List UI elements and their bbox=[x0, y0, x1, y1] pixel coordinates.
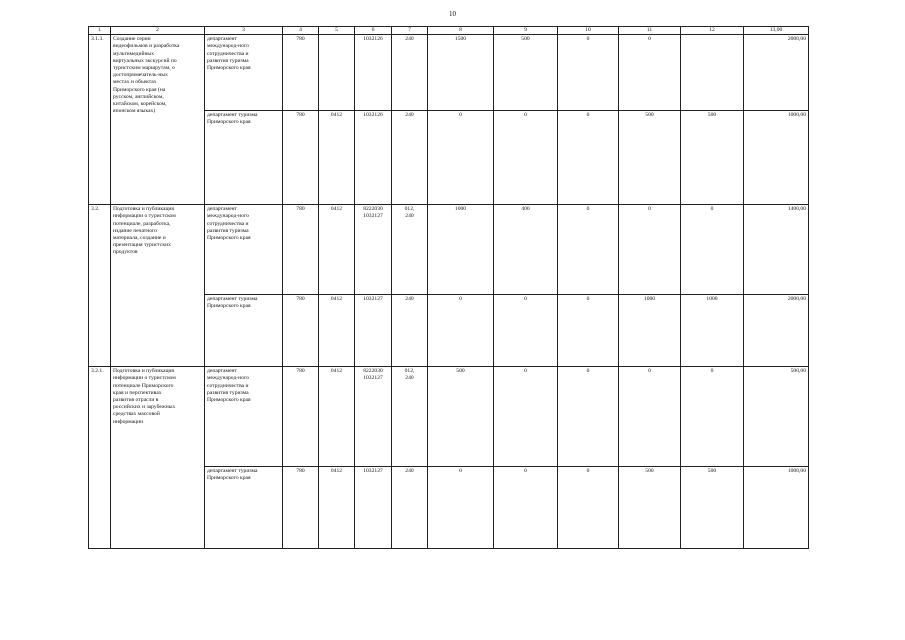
header-cell: 5 bbox=[319, 27, 355, 35]
header-cell: 11 bbox=[619, 27, 681, 35]
col-11-cell: 0 bbox=[619, 367, 681, 467]
department-cell: департамент международ-ного сотрудничества и развития туризма Приморского края bbox=[205, 35, 283, 111]
row-description: Подготовка и публикация информации о туристском потенциале Приморского края и перспективах развития отрасли в российских и зарубежных средствах массовой информации bbox=[111, 367, 205, 549]
col-8-cell: 0 bbox=[428, 467, 494, 549]
col-8-cell: 0 bbox=[428, 111, 494, 205]
col-13-cell: 2000,00 bbox=[744, 35, 809, 111]
col-5-cell: 0412 bbox=[319, 111, 355, 205]
department-cell: департамент международ-ного сотрудничества и развития туризма Приморского края bbox=[205, 205, 283, 295]
col-4-cell: 780 bbox=[283, 367, 319, 467]
table-row bbox=[89, 205, 809, 295]
col-5-cell bbox=[319, 35, 355, 111]
col-6-cell: 1032127 bbox=[355, 467, 392, 549]
table-row bbox=[89, 35, 809, 111]
row-description: Создание серии видеофильмов и разработка мультимедийных виртуальных экскурсий по туристским маршрутам, о достопримечатель-ных местах и объектах Приморского края (на русском, английском, китайском, корейском, японском языках) bbox=[111, 35, 205, 205]
col-9-cell: 0 bbox=[494, 295, 558, 367]
department-cell: департамент международ-ного сотрудничества и развития туризма Приморского края bbox=[205, 367, 283, 467]
header-cell: 4 bbox=[283, 27, 319, 35]
header-cell: 1 bbox=[89, 27, 111, 35]
table-body bbox=[89, 27, 809, 549]
col-13-cell: 1000,00 bbox=[744, 467, 809, 549]
row-number: 3.1.3. bbox=[89, 35, 111, 205]
col-9-cell: 500 bbox=[494, 35, 558, 111]
col-6-cell: 8222030 1032127 bbox=[355, 367, 392, 467]
col-13-cell: 2000,00 bbox=[744, 295, 809, 367]
header-cell: 7 bbox=[392, 27, 428, 35]
col-13-cell: 1000,00 bbox=[744, 111, 809, 205]
col-12-cell bbox=[681, 35, 744, 111]
header-cell: 8 bbox=[428, 27, 494, 35]
department-cell: департамент туризма Приморского края bbox=[205, 467, 283, 549]
header-cell: 12 bbox=[681, 27, 744, 35]
col-10-cell: 0 bbox=[558, 367, 619, 467]
row-description: Подготовка и публикация информации о туристском потенциале, разработка, издание печатного материала, создание и презентация туристских продуктов bbox=[111, 205, 205, 367]
col-10-cell: 0 bbox=[558, 467, 619, 549]
col-9-cell: 0 bbox=[494, 467, 558, 549]
department-cell: департамент туризма Приморского края bbox=[205, 295, 283, 367]
col-10-cell: 0 bbox=[558, 295, 619, 367]
col-8-cell: 1000 bbox=[428, 205, 494, 295]
col-12-cell: 0 bbox=[681, 205, 744, 295]
col-6-cell: 1032126 bbox=[355, 111, 392, 205]
col-13-cell: 500,00 bbox=[744, 367, 809, 467]
col-6-cell: 1032127 bbox=[355, 295, 392, 367]
col-7-cell: 240 bbox=[392, 111, 428, 205]
header-cell: 3 bbox=[205, 27, 283, 35]
col-8-cell: 500 bbox=[428, 367, 494, 467]
row-number: 3.2. bbox=[89, 205, 111, 367]
header-cell: 6 bbox=[355, 27, 392, 35]
col-10-cell: 0 bbox=[558, 35, 619, 111]
col-7-cell: 012, 240 bbox=[392, 367, 428, 467]
col-8-cell: 0 bbox=[428, 295, 494, 367]
col-10-cell: 0 bbox=[558, 205, 619, 295]
col-12-cell: 1000 bbox=[681, 295, 744, 367]
col-7-cell: 240 bbox=[392, 467, 428, 549]
col-12-cell: 500 bbox=[681, 111, 744, 205]
col-7-cell: 240 bbox=[392, 35, 428, 111]
col-4-cell: 780 bbox=[283, 111, 319, 205]
page-number: 10 bbox=[449, 10, 456, 18]
row-number: 3.2.1. bbox=[89, 367, 111, 549]
col-5-cell: 0412 bbox=[319, 367, 355, 467]
col-4-cell: 780 bbox=[283, 295, 319, 367]
col-8-cell: 1500 bbox=[428, 35, 494, 111]
col-7-cell: 012, 240 bbox=[392, 205, 428, 295]
col-12-cell: 500 bbox=[681, 467, 744, 549]
col-11-cell: 500 bbox=[619, 111, 681, 205]
col-5-cell: 0412 bbox=[319, 205, 355, 295]
col-9-cell: 0 bbox=[494, 111, 558, 205]
col-9-cell: 0 bbox=[494, 367, 558, 467]
col-11-cell: 500 bbox=[619, 467, 681, 549]
header-cell: 10 bbox=[558, 27, 619, 35]
col-6-cell: 8222030 1032127 bbox=[355, 205, 392, 295]
col-10-cell: 0 bbox=[558, 111, 619, 205]
col-4-cell: 780 bbox=[283, 35, 319, 111]
col-11-cell: 1000 bbox=[619, 295, 681, 367]
col-5-cell: 0412 bbox=[319, 467, 355, 549]
col-13-cell: 1400,00 bbox=[744, 205, 809, 295]
header-cell: 9 bbox=[494, 27, 558, 35]
col-11-cell: 0 bbox=[619, 205, 681, 295]
department-cell: департамент туризма Приморского края bbox=[205, 111, 283, 205]
col-11-cell: 0 bbox=[619, 35, 681, 111]
col-4-cell: 780 bbox=[283, 205, 319, 295]
col-5-cell: 0412 bbox=[319, 295, 355, 367]
col-6-cell: 1032126 bbox=[355, 35, 392, 111]
col-4-cell: 780 bbox=[283, 467, 319, 549]
table-row bbox=[89, 367, 809, 467]
col-9-cell: 400 bbox=[494, 205, 558, 295]
header-cell: 2 bbox=[111, 27, 205, 35]
col-7-cell: 240 bbox=[392, 295, 428, 367]
budget-table bbox=[88, 26, 809, 549]
col-12-cell: 0 bbox=[681, 367, 744, 467]
header-cell: 13,00 bbox=[744, 27, 809, 35]
header-row bbox=[89, 27, 809, 35]
